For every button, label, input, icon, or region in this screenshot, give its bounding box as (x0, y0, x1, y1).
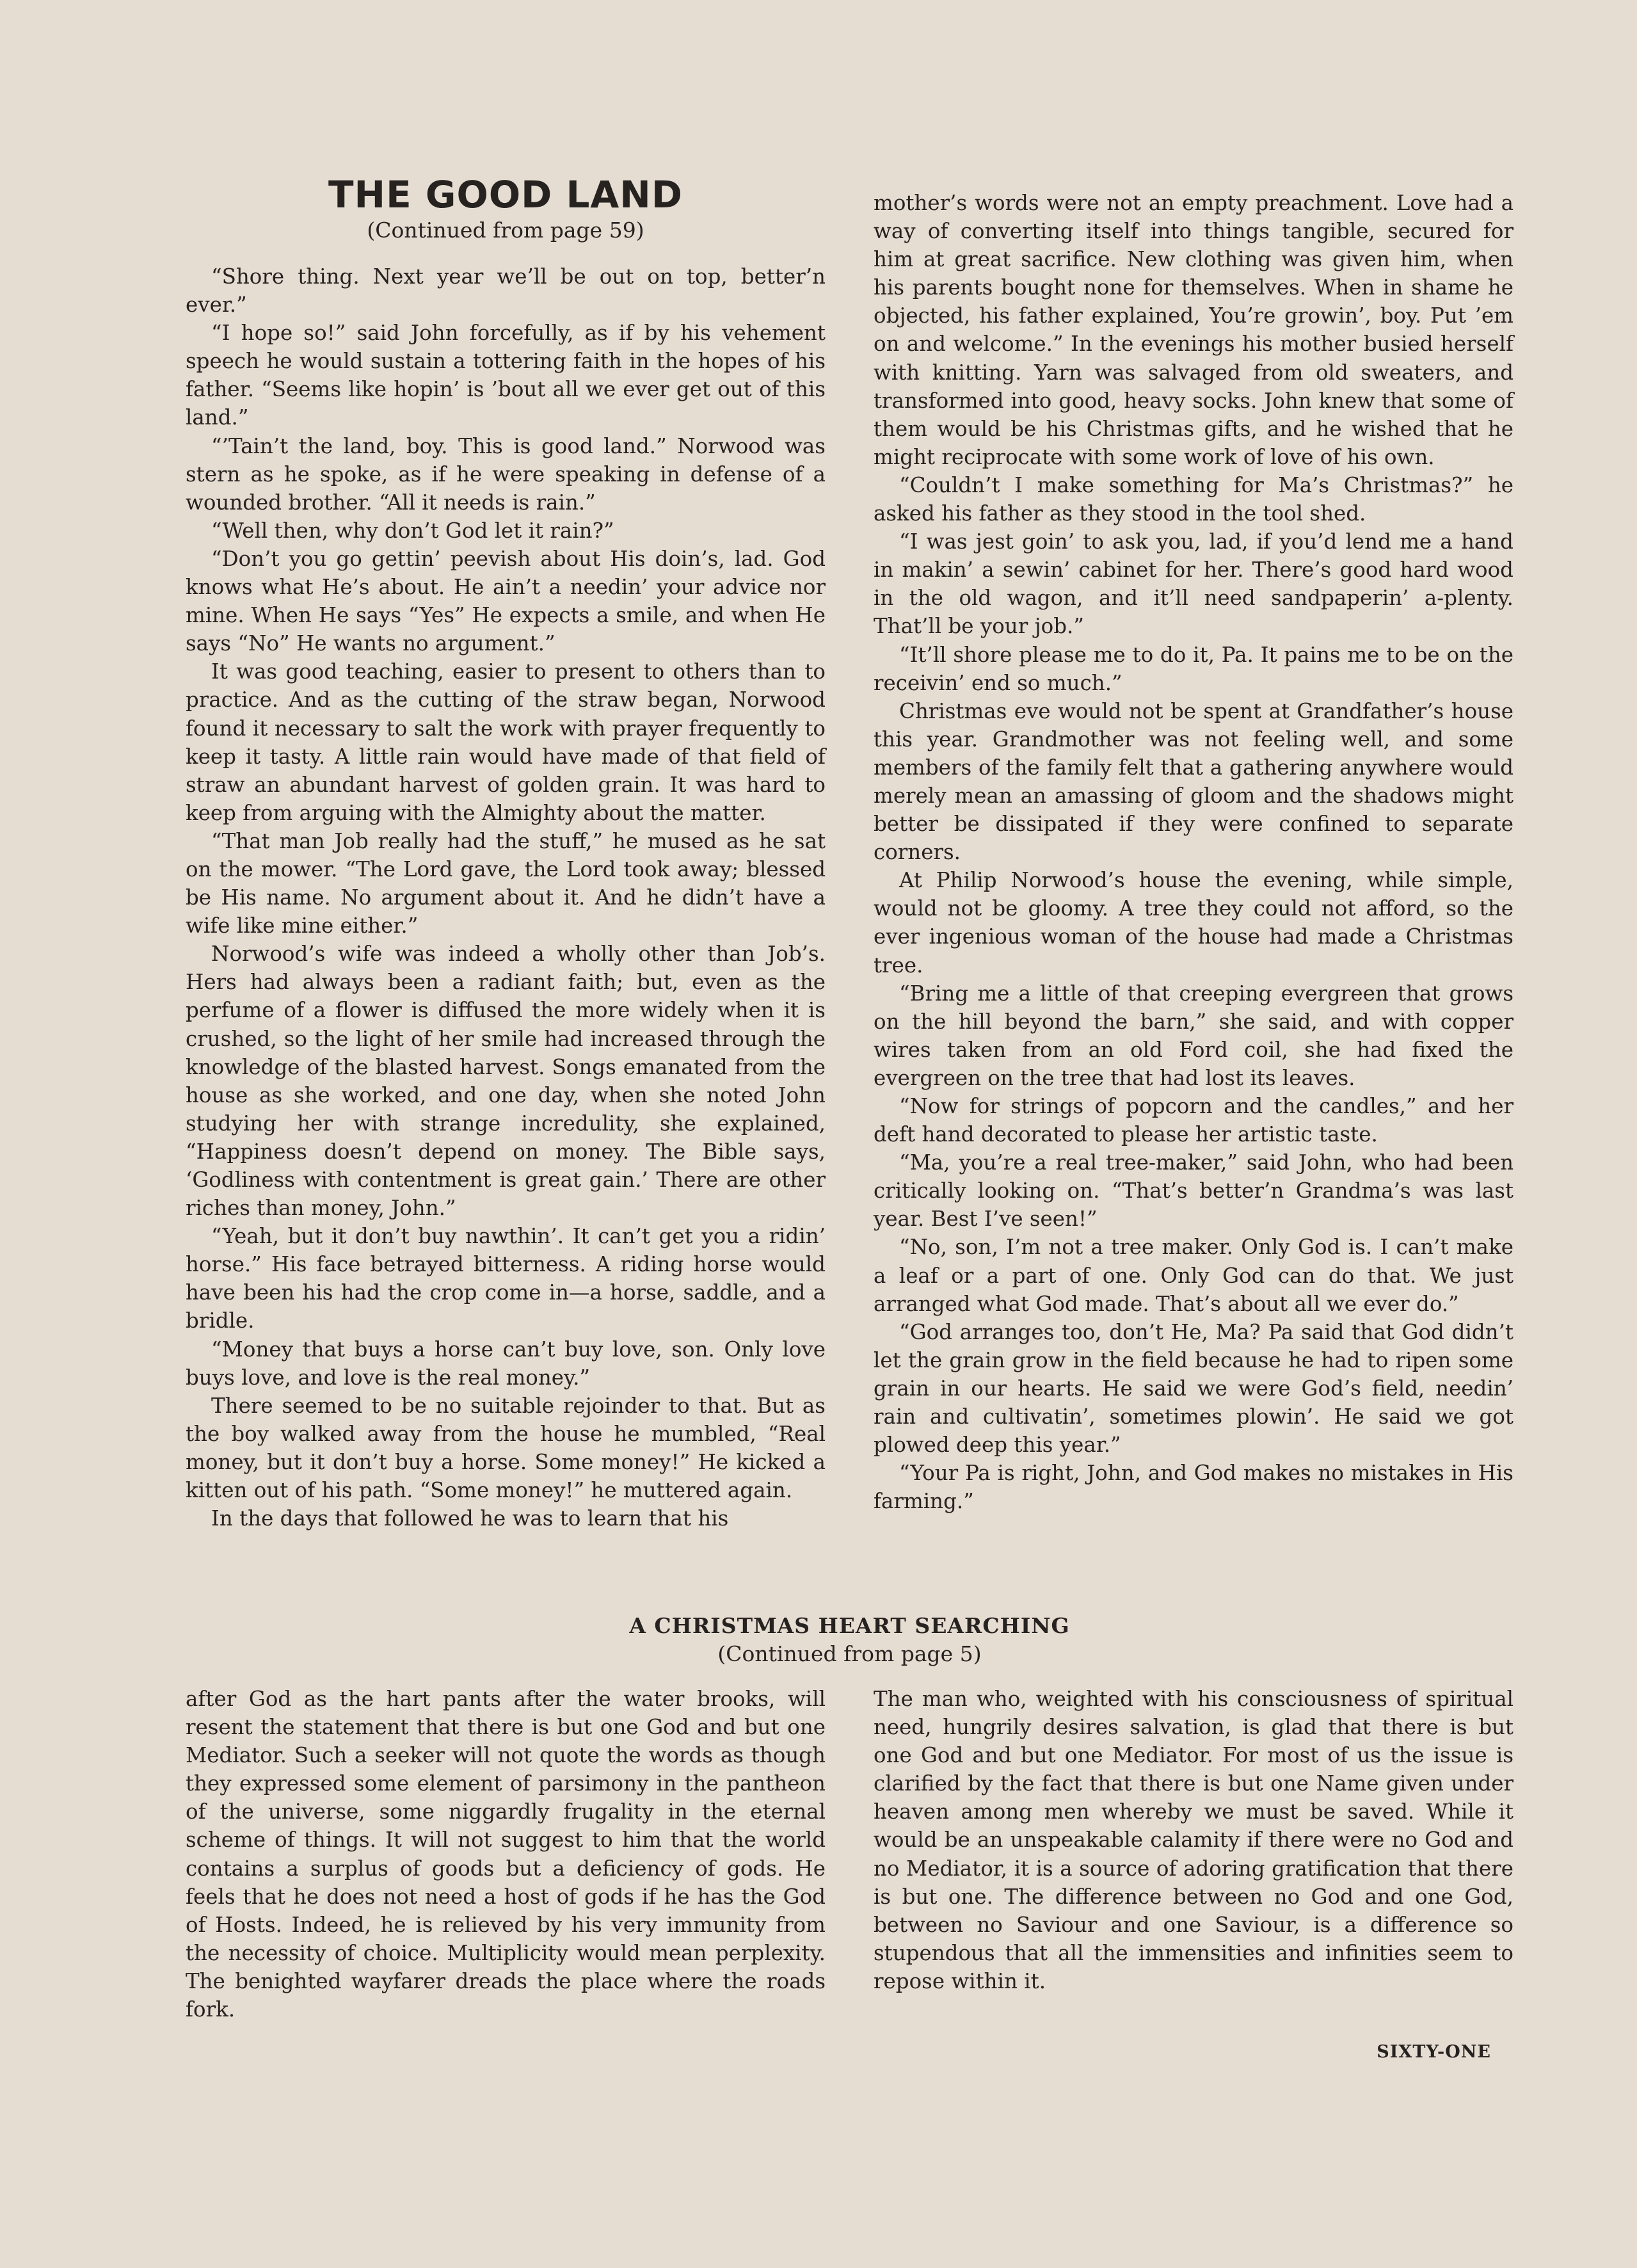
story-title: THE GOOD LAND (328, 173, 683, 216)
paragraph: “No, son, I’m not a tree maker. Only God is. I can’t make a leaf or a part of one. Only God can do that. We just arranged what God made. That’s about all we ever do.” (874, 1235, 1513, 1316)
second-story-title: A CHRISTMAS HEART SEARCHING (629, 1613, 1070, 1638)
paragraph: “Yeah, but it don’t buy nawthin’. It can’t get you a ridin’ horse.” His face betrayed bitterness. A riding horse would have been his had the crop come in—a horse, saddle, and a bridle. (186, 1224, 826, 1333)
paragraph: The man who, weighted with his consciousness of spiritual need, hungrily desires salvation, is glad that there is but one God and but one Mediator. For most of us the issue is clarified by the fact that there is but one Name given under heaven among men whereby we must be saved. While it would be an unspeakable calamity if there were no God and no Mediator, it is a source of adoring gratification that there is but one. The difference between no God and one God, between no Saviour and one Saviour, is a difference so stupendous that all the immensities and infinities seem to repose within it. (874, 1687, 1513, 1993)
paragraph: “I was jest goin’ to ask you, lad, if you’d lend me a hand in makin’ a sewin’ cabinet for her. There’s good hard wood in the old wagon, and it’ll need sandpaperin’ a-plenty. That’ll be your job.” (874, 529, 1513, 639)
second-story-left-column (186, 1685, 826, 2023)
paragraph: There seemed to be no suitable rejoinder to that. But as the boy walked away from the house he mumbled, “Real money, but it don’t buy a horse. Some money!” He kicked a kitten out of his path. “Some money!” he muttered again. (186, 1393, 826, 1503)
paragraph: “Well then, why don’t God let it rain?” (211, 518, 614, 543)
paragraph: “Bring me a little of that creeping evergreen that grows on the hill beyond the barn,” she said, and with copper wires taken from an old Ford coil, she had fixed the evergreen on the tree that had lost its leaves. (874, 981, 1513, 1090)
paragraph: Christmas eve would not be spent at Grandfather’s house this year. Grandmother was not feeling well, and some members of the family felt that a gathering anywhere would merely mean an amassing of gloom and the shadows might better be dissipated if they were confined to separate corners. (874, 698, 1513, 865)
second-story-continuation-note: (Continued from page 5) (717, 1641, 982, 1666)
second-story-right-column (874, 1685, 1513, 1995)
paragraph: “I hope so!” said John forcefully, as if by his vehement speech he would sustain a tottering faith in the hopes of his father. “Seems like hopin’ is ’bout all we ever get out of this land.” (186, 321, 826, 430)
paragraph: “Money that buys a horse can’t buy love, son. Only love buys love, and love is the real money.” (186, 1337, 826, 1390)
paragraph: “That man Job really had the stuff,” he mused as he sat on the mower. “The Lord gave, the Lord took away; blessed be His name. No argument about it. And he didn’t have a wife like mine either.” (186, 828, 826, 938)
paragraph: “Now for strings of popcorn and the candles,” and her deft hand decorated to please her artistic taste. (874, 1094, 1513, 1147)
paragraph: after God as the hart pants after the water brooks, will resent the statement that there is but one God and but one Mediator. Such a seeker will not quote the words as though they expressed some element of parsimony in the pantheon of the universe, some niggardly frugality in the eternal scheme of things. It will not suggest to him that the world contains a surplus of goods but a deficiency of gods. He feels that he does not need a host of gods if he has the God of Hosts. Indeed, he is relieved by his very immunity from the necessity of choice. Multiplicity would mean perplexity. The benighted wayfarer dreads the place where the roads fork. (186, 1687, 826, 2022)
paragraph: “Couldn’t I make something for Ma’s Christmas?” he asked his father as they stood in the tool shed. (874, 472, 1513, 526)
paragraph: Norwood’s wife was indeed a wholly other than Job’s. Hers had always been a radiant faith; but, even as the perfume of a flower is diffused the more widely when it is crushed, so the light of her smile had increased through the knowledge of the blasted harvest. Songs emanated from the house as she worked, and one day, when she noted John studying her with strange incredulity, she explained, “Happiness doesn’t depend on money. The Bible says, ‘Godliness with contentment is great gain.’ There are other riches than money, John.” (186, 942, 826, 1221)
paragraph: “Don’t you go gettin’ peevish about His doin’s, lad. God knows what He’s about. He ain’t a needin’ your advice nor mine. When He says “Yes” He expects a smile, and when He says “No” He wants no argument.” (186, 546, 826, 656)
paragraph: “Your Pa is right, John, and God makes no mistakes in His farming.” (874, 1461, 1513, 1514)
paragraph: In the days that followed he was to learn that his (211, 1506, 729, 1531)
paragraph: “Ma, you’re a real tree-maker,” said John, who had been critically looking on. “That’s better’n Grandma’s was last year. Best I’ve seen!” (874, 1150, 1513, 1232)
paragraph: “Shore thing. Next year we’ll be out on top, better’n ever.” (186, 264, 826, 318)
paragraph: It was good teaching, easier to present to others than to practice. And as the cutting of the straw began, Norwood found it necessary to salt the work with prayer frequently to keep it tasty. A little rain would have made of that field of straw an abundant harvest of golden grain. It was hard to keep from arguing with the Almighty about the matter. (186, 659, 826, 825)
paragraph: “’Tain’t the land, boy. This is good land.” Norwood was stern as he spoke, as if he were speaking in defense of a wounded brother. “All it needs is rain.” (186, 433, 826, 515)
story-right-column (874, 189, 1513, 1515)
page-number: SIXTY-ONE (1377, 2042, 1491, 2062)
story-left-column (186, 262, 826, 1532)
paragraph: “It’ll shore please me to do it, Pa. It pains me to be on the receivin’ end so much.” (874, 642, 1513, 695)
story-continuation-note: (Continued from page 59) (367, 218, 644, 243)
paragraph: “God arranges too, don’t He, Ma? Pa said that God didn’t let the grain grow in the field because he had to ripen some grain in our hearts. He said we were God’s field, needin’ rain and cultivatin’, sometimes plowin’. He said we got plowed deep this year.” (874, 1319, 1513, 1458)
paragraph: mother’s words were not an empty preachment. Love had a way of converting itself into things tangible, secured for him at great sacrifice. New clothing was given him, when his parents bought none for themselves. When in shame he objected, his father explained, You’re growin’, boy. Put ’em on and welcome.” In the evenings his mother busied herself with knitting. Yarn was salvaged from old sweaters, and transformed into good, heavy socks. John knew that some of them would be his Christmas gifts, and he wished that he might reciprocate with some work of love of his own. (874, 191, 1513, 469)
paragraph: At Philip Norwood’s house the evening, while simple, would not be gloomy. A tree they could not afford, so the ever ingenious woman of the house had made a Christmas tree. (874, 868, 1513, 977)
